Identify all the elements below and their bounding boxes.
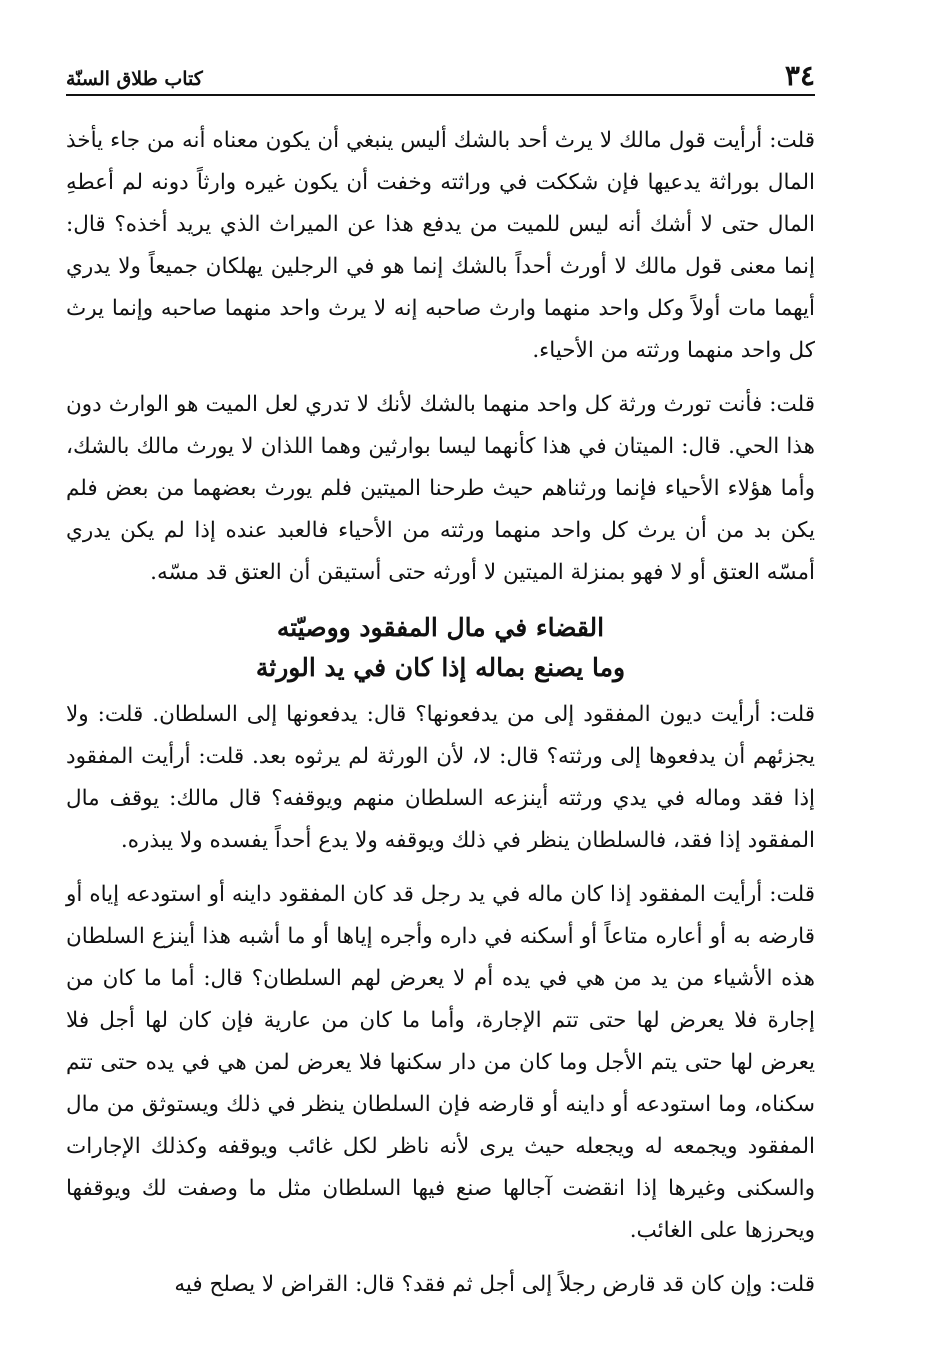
page-body: [66, 120, 815, 1318]
section-heading-line-1: القضاء في مال المفقود ووصيّته: [276, 613, 605, 642]
page-number: ٣٤: [784, 59, 815, 92]
section-heading: [66, 608, 815, 688]
page-header: [66, 52, 815, 96]
paragraph-3: قلت: أرأيت ديون المفقود إلى من يدفعونها؟ قال: يدفعونها إلى السلطان. قلت: ولا يجزئهم أن يدفعوها إلى ورثته؟ قال: لا، لأن الورثة لم يرثوه بعد. قلت: أرأيت المفقود إذا فقد وماله في يدي ورثته أينزعه السلطان منهم ويوقفه؟ قال مالك: يوقف مال المفقود إذا فقد، فالسلطان ينظر في ذلك ويوقفه ولا يدع أحداً يفسده ولا يبذره.: [66, 702, 815, 853]
section-heading-line-2: وما يصنع بماله إذا كان في يد الورثة: [255, 653, 626, 682]
paragraph-5: قلت: وإن كان قد قارض رجلاً إلى أجل ثم فقد؟ قال: القراض لا يصلح فيه: [174, 1272, 815, 1297]
paragraph-4: قلت: أرأيت المفقود إذا كان ماله في يد رجل قد كان المفقود داينه أو استودعه إياه أو قارضه به أو أعاره متاعاً أو أسكنه في داره وأجره إياها أو ما أشبه هذا أينزع السلطان هذه الأشياء من يد من هي في يده أم لا يعرض لهم السلطان؟ قال: أما ما كان من إجارة فلا يعرض لها حتى تتم الإجارة، وأما ما كان من عارية فإن كان لها أجل فلا يعرض لها حتى يتم الأجل وما كان من دار سكنها فلا يعرض لمن هي في يده حتى تتم سكناه، وما استودعه أو داينه أو قارضه فإن السلطان ينظر في ذلك ويستوثق من مال المفقود ويجمعه له ويجعله حيث يرى لأنه ناظر لكل غائب ويوقفه وكذلك الإجارات والسكنى وغيرها إذا انقضت آجالها صنع فيها السلطان مثل ما وصفت لك ويوقفها ويحرزها على الغائب.: [66, 882, 815, 1243]
paragraph-1: قلت: أرأيت قول مالك لا يرث أحد بالشك أليس ينبغي أن يكون معناه أنه من جاء يأخذ المال بوراثة يدعيها فإن شككت في وراثته وخفت أن يكون غيره وارثاً دونه لم أعطهِ المال حتى لا أشك أنه ليس للميت من يدفع هذا عن الميراث الذي يريد أخذه؟ قال: إنما معنى قول مالك لا أورث أحداً بالشك إنما هو في الرجلين يهلكان جميعاً ولا يدري أيهما مات أولاً وكل واحد منهما وارث صاحبه إنه لا يرث واحد منهما صاحبه وإنما يرث كل واحد منهما ورثته من الأحياء.: [66, 128, 815, 363]
running-title: كتاب طلاق السنّة: [66, 68, 203, 90]
paragraph-2: قلت: فأنت تورث ورثة كل واحد منهما بالشك لأنك لا تدري لعل الميت هو الوارث دون هذا الحي. قال: الميتان في هذا كأنهما ليسا بوارثين وهما اللذان لا يورث مالك بالشك، وأما هؤلاء الأحياء فإنما ورثناهم حيث طرحنا الميتين فلم يورث بعضهما من بعض فلم يكن بد من أن يرث كل واحد منهما ورثته من الأحياء فالعبد عنده إذا لم يكن يدري أمسّه العتق أو لا فهو بمنزلة الميتين لا أورثه حتى أستيقن أن العتق قد مسّه.: [66, 392, 815, 585]
